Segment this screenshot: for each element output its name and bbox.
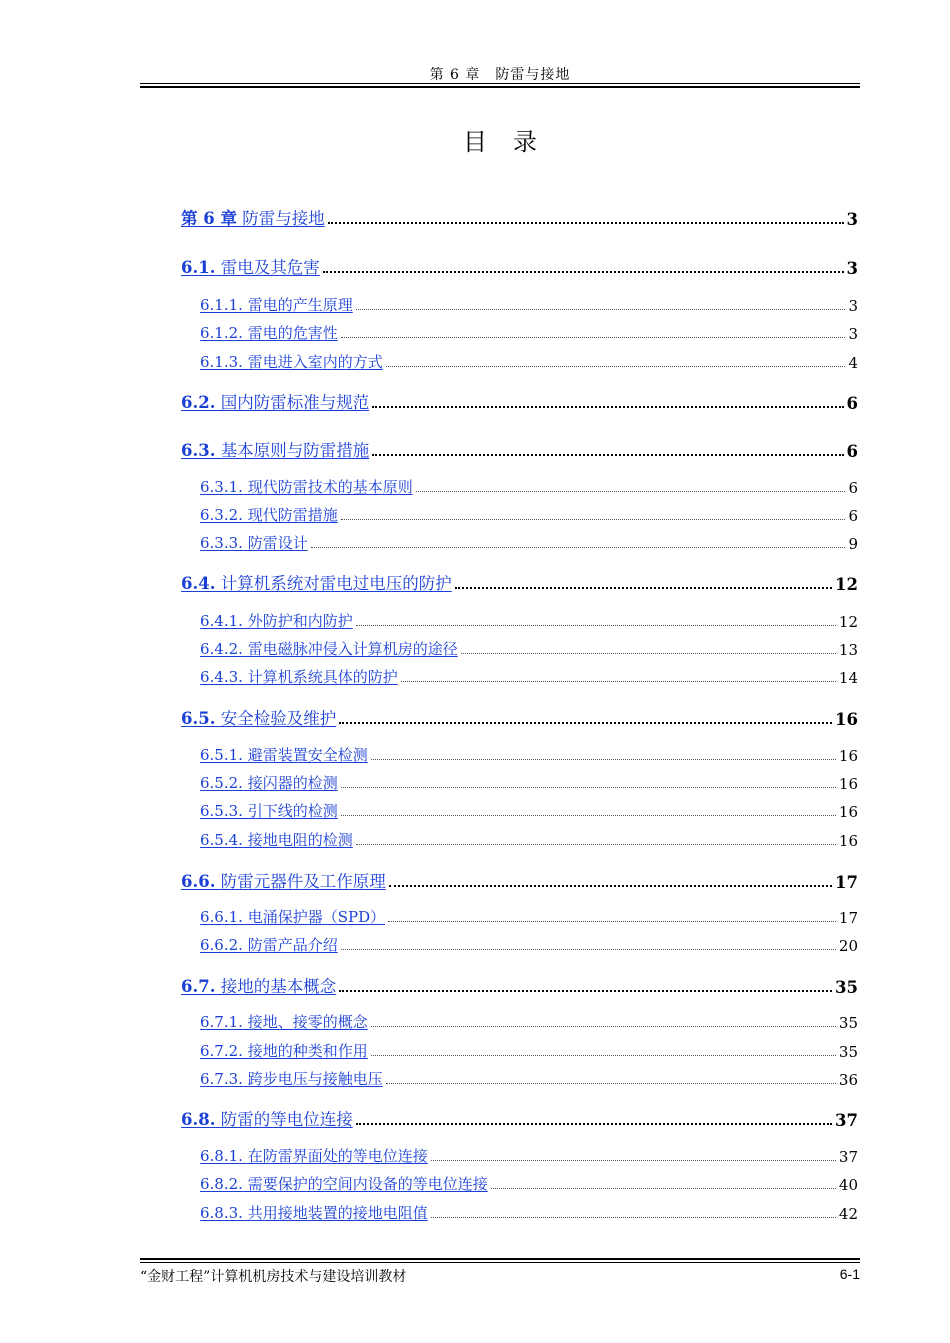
toc-dot-leader [356, 309, 846, 310]
footer-page-number: 6-1 [839, 1266, 860, 1282]
toc-page-number: 3 [846, 259, 858, 278]
toc-page-number: 3 [848, 297, 858, 315]
toc-dot-leader [431, 1217, 836, 1218]
toc-entry-link[interactable] [200, 1202, 428, 1223]
toc-dot-leader [311, 547, 846, 548]
toc-chapter-entry[interactable] [181, 437, 858, 461]
toc-entry-title: 防雷元器件及工作原理 [215, 872, 386, 891]
toc-dot-leader [389, 885, 832, 887]
toc-section-entry[interactable] [200, 744, 858, 765]
toc-chapter-entry[interactable] [181, 389, 858, 413]
toc-dot-leader [386, 1083, 836, 1084]
toc-entry-link[interactable] [181, 973, 336, 997]
toc-entry-title: 雷电的产生原理 [242, 296, 353, 314]
toc-entry-title: 接地的基本概念 [215, 977, 337, 996]
toc-dot-leader [401, 681, 836, 682]
toc-section-entry[interactable] [200, 1068, 858, 1089]
toc-entry-link[interactable] [200, 610, 353, 631]
toc-entry-link[interactable] [200, 1011, 368, 1032]
toc-entry-link[interactable] [200, 1173, 488, 1194]
toc-page-number: 16 [838, 803, 858, 821]
toc-page-number: 37 [835, 1111, 858, 1130]
toc-entry-title: 跨步电压与接触电压 [242, 1070, 383, 1088]
toc-page-number: 16 [835, 710, 858, 729]
toc-entry-link[interactable] [200, 504, 338, 525]
toc-entry-number: 6.4.1. [200, 612, 243, 630]
toc-section-entry[interactable] [200, 504, 858, 525]
toc-entry-title: 计算机系统具体的防护 [242, 668, 398, 686]
toc-entry-title: 安全检验及维护 [215, 709, 337, 728]
toc-entry-link[interactable] [181, 205, 325, 229]
toc-entry-number: 6.5. [181, 709, 216, 728]
toc-entry-link[interactable] [181, 1106, 353, 1130]
toc-entry-number: 6.3.3. [200, 534, 243, 552]
toc-section-entry[interactable] [200, 1202, 858, 1223]
toc-dot-leader [372, 454, 843, 456]
toc-page-number: 12 [838, 613, 858, 631]
toc-entry-number: 6.3.1. [200, 478, 243, 496]
toc-entry-title: 计算机系统对雷电过电压的防护 [215, 574, 452, 593]
toc-dot-leader [328, 222, 844, 224]
toc-page-number: 20 [838, 937, 858, 955]
toc-page-number: 16 [838, 832, 858, 850]
toc-entry-title: 基本原则与防雷措施 [215, 441, 370, 460]
toc-chapter-entry[interactable] [181, 1106, 858, 1130]
toc-dot-leader [416, 491, 846, 492]
toc-section-entry[interactable] [200, 1145, 858, 1166]
toc-entry-link[interactable] [200, 1068, 383, 1089]
toc-page-number: 6 [846, 442, 858, 461]
toc-page-number: 4 [848, 354, 858, 372]
toc-entry-number: 6.6. [181, 872, 216, 891]
toc-entry-number: 6.4. [181, 574, 216, 593]
toc-entry-link[interactable] [181, 389, 369, 413]
toc-dot-leader [356, 1123, 832, 1125]
toc-entry-link[interactable] [200, 800, 338, 821]
toc-entry-title: 接地、接零的概念 [242, 1013, 368, 1031]
toc-entry-title: 引下线的检测 [242, 802, 338, 820]
toc-dot-leader [371, 759, 836, 760]
page-footer [140, 1258, 860, 1288]
toc-page-number: 12 [835, 575, 858, 594]
toc-page-number: 17 [835, 873, 858, 892]
toc-entry-title: 接地的种类和作用 [242, 1042, 368, 1060]
toc-entry-link[interactable] [200, 829, 353, 850]
toc-dot-leader [491, 1188, 836, 1189]
toc-dot-leader [388, 921, 836, 922]
toc-entry-link[interactable] [181, 254, 320, 278]
toc-entry-number: 6.1.1. [200, 296, 243, 314]
toc-entry-number: 6.7.1. [200, 1013, 243, 1031]
toc-entry-title: 雷电的危害性 [242, 324, 338, 342]
toc-section-entry[interactable] [200, 1011, 858, 1032]
toc-entry-link[interactable] [200, 1040, 368, 1061]
toc-chapter-entry[interactable] [181, 570, 858, 594]
toc-section-entry[interactable] [200, 772, 858, 793]
toc-section-entry[interactable] [200, 476, 858, 497]
toc-section-entry[interactable] [200, 610, 858, 631]
toc-entry-title: 共用接地装置的接地电阻值 [242, 1204, 428, 1222]
toc-entry-title: 电涌保护器（SPD） [242, 908, 386, 926]
toc-entry-link[interactable] [200, 294, 353, 315]
toc-chapter-entry[interactable] [181, 254, 858, 278]
toc-entry-title: 雷电磁脉冲侵入计算机房的途径 [242, 640, 458, 658]
toc-section-entry[interactable] [200, 906, 858, 927]
table-of-contents [181, 0, 858, 1343]
toc-chapter-entry[interactable] [181, 868, 858, 892]
toc-chapter-entry[interactable] [181, 973, 858, 997]
toc-entry-link[interactable] [200, 906, 385, 927]
toc-dot-leader [356, 625, 836, 626]
toc-dot-leader [341, 815, 836, 816]
toc-entry-title: 外防护和内防护 [242, 612, 353, 630]
toc-entry-link[interactable] [200, 772, 338, 793]
toc-entry-link[interactable] [200, 351, 383, 372]
toc-entry-number: 6.7. [181, 977, 216, 996]
toc-entry-number: 6.5.4. [200, 831, 243, 849]
toc-page-number: 35 [838, 1043, 858, 1061]
toc-entry-title: 现代防雷措施 [242, 506, 338, 524]
toc-entry-title: 接闪器的检测 [242, 774, 338, 792]
toc-page-number: 37 [838, 1148, 858, 1166]
toc-section-entry[interactable] [200, 1173, 858, 1194]
toc-entry-number: 6.8.2. [200, 1175, 243, 1193]
toc-section-entry[interactable] [200, 829, 858, 850]
toc-entry-number: 6.5.3. [200, 802, 243, 820]
toc-chapter-entry[interactable] [181, 205, 858, 229]
toc-entry-title: 现代防雷技术的基本原则 [242, 478, 413, 496]
toc-entry-number: 6.2. [181, 393, 216, 412]
toc-entry-number: 6.5.2. [200, 774, 243, 792]
toc-entry-link[interactable] [200, 1145, 428, 1166]
toc-entry-number: 6.8. [181, 1110, 216, 1129]
toc-section-entry[interactable] [200, 351, 858, 372]
toc-section-entry[interactable] [200, 666, 858, 687]
toc-entry-link[interactable] [181, 570, 452, 594]
toc-entry-number: 6.3. [181, 441, 216, 460]
toc-page-number: 9 [848, 535, 858, 553]
toc-entry-link[interactable] [200, 638, 458, 659]
toc-page-number: 13 [838, 641, 858, 659]
toc-dot-leader [339, 990, 832, 992]
toc-dot-leader [356, 844, 836, 845]
toc-entry-number: 6.1.3. [200, 353, 243, 371]
toc-dot-leader [461, 653, 836, 654]
toc-dot-leader [371, 1055, 836, 1056]
toc-section-entry[interactable] [200, 800, 858, 821]
toc-entry-link[interactable] [181, 868, 386, 892]
toc-page-number: 6 [848, 479, 858, 497]
toc-dot-leader [386, 366, 846, 367]
toc-entry-link[interactable] [200, 532, 308, 553]
toc-entry-link[interactable] [200, 476, 413, 497]
toc-entry-title: 防雷的等电位连接 [215, 1110, 353, 1129]
toc-dot-leader [341, 337, 846, 338]
toc-entry-number: 6.1. [181, 258, 216, 277]
footer-rule-thin [140, 1262, 860, 1263]
toc-entry-title: 在防雷界面处的等电位连接 [242, 1147, 428, 1165]
toc-entry-title: 避雷装置安全检测 [242, 746, 368, 764]
toc-page-number: 35 [835, 978, 858, 997]
toc-dot-leader [341, 787, 836, 788]
toc-dot-leader [371, 1026, 836, 1027]
toc-chapter-entry[interactable] [181, 705, 858, 729]
toc-page-number: 16 [838, 775, 858, 793]
toc-page-number: 16 [838, 747, 858, 765]
toc-page-number: 6 [848, 507, 858, 525]
toc-entry-number: 6.7.2. [200, 1042, 243, 1060]
toc-dot-leader [341, 949, 836, 950]
toc-section-entry[interactable] [200, 638, 858, 659]
toc-entry-title: 防雷设计 [242, 534, 308, 552]
toc-entry-link[interactable] [200, 744, 368, 765]
toc-entry-link[interactable] [200, 666, 398, 687]
toc-dot-leader [455, 587, 832, 589]
toc-page-number: 14 [838, 669, 858, 687]
toc-dot-leader [323, 271, 844, 273]
toc-page-number: 3 [848, 325, 858, 343]
toc-entry-title: 防雷与接地 [236, 209, 325, 228]
toc-entry-link[interactable] [181, 437, 369, 461]
toc-entry-title: 雷电进入室内的方式 [242, 353, 383, 371]
footer-rule-thick [140, 1258, 860, 1260]
toc-dot-leader [431, 1160, 836, 1161]
toc-entry-link[interactable] [181, 705, 336, 729]
toc-dot-leader [372, 406, 843, 408]
toc-dot-leader [341, 519, 846, 520]
toc-title: 目录 [463, 128, 563, 156]
toc-page-number: 3 [846, 210, 858, 229]
toc-section-entry[interactable] [200, 294, 858, 315]
toc-page-number: 35 [838, 1014, 858, 1032]
toc-entry-number: 第 6 章 [181, 209, 237, 228]
toc-page-number: 42 [838, 1205, 858, 1223]
toc-section-entry[interactable] [200, 1040, 858, 1061]
toc-entry-title: 国内防雷标准与规范 [215, 393, 370, 412]
toc-entry-number: 6.8.1. [200, 1147, 243, 1165]
toc-dot-leader [339, 722, 832, 724]
toc-entry-number: 6.6.1. [200, 908, 243, 926]
toc-entry-title: 防雷产品介绍 [242, 936, 338, 954]
toc-entry-number: 6.6.2. [200, 936, 243, 954]
toc-entry-title: 接地电阻的检测 [242, 831, 353, 849]
toc-entry-number: 6.7.3. [200, 1070, 243, 1088]
toc-entry-number: 6.5.1. [200, 746, 243, 764]
header-chapter-title: 第 6 章 防雷与接地 [429, 67, 571, 83]
toc-entry-number: 6.3.2. [200, 506, 243, 524]
toc-section-entry[interactable] [200, 934, 858, 955]
toc-page-number: 6 [846, 394, 858, 413]
toc-entry-number: 6.4.3. [200, 668, 243, 686]
toc-section-entry[interactable] [200, 532, 858, 553]
toc-entry-link[interactable] [200, 934, 338, 955]
toc-section-entry[interactable] [200, 322, 858, 343]
toc-page-number: 17 [838, 909, 858, 927]
toc-entry-number: 6.4.2. [200, 640, 243, 658]
toc-page-number: 36 [838, 1071, 858, 1089]
toc-entry-link[interactable] [200, 322, 338, 343]
toc-entry-title: 雷电及其危害 [215, 258, 320, 277]
toc-entry-title: 需要保护的空间内设备的等电位连接 [242, 1175, 488, 1193]
toc-entry-number: 6.1.2. [200, 324, 243, 342]
toc-page-number: 40 [838, 1176, 858, 1194]
footer-book-title: “金财工程”计算机机房技术与建设培训教材 [140, 1269, 407, 1285]
toc-entry-number: 6.8.3. [200, 1204, 243, 1222]
